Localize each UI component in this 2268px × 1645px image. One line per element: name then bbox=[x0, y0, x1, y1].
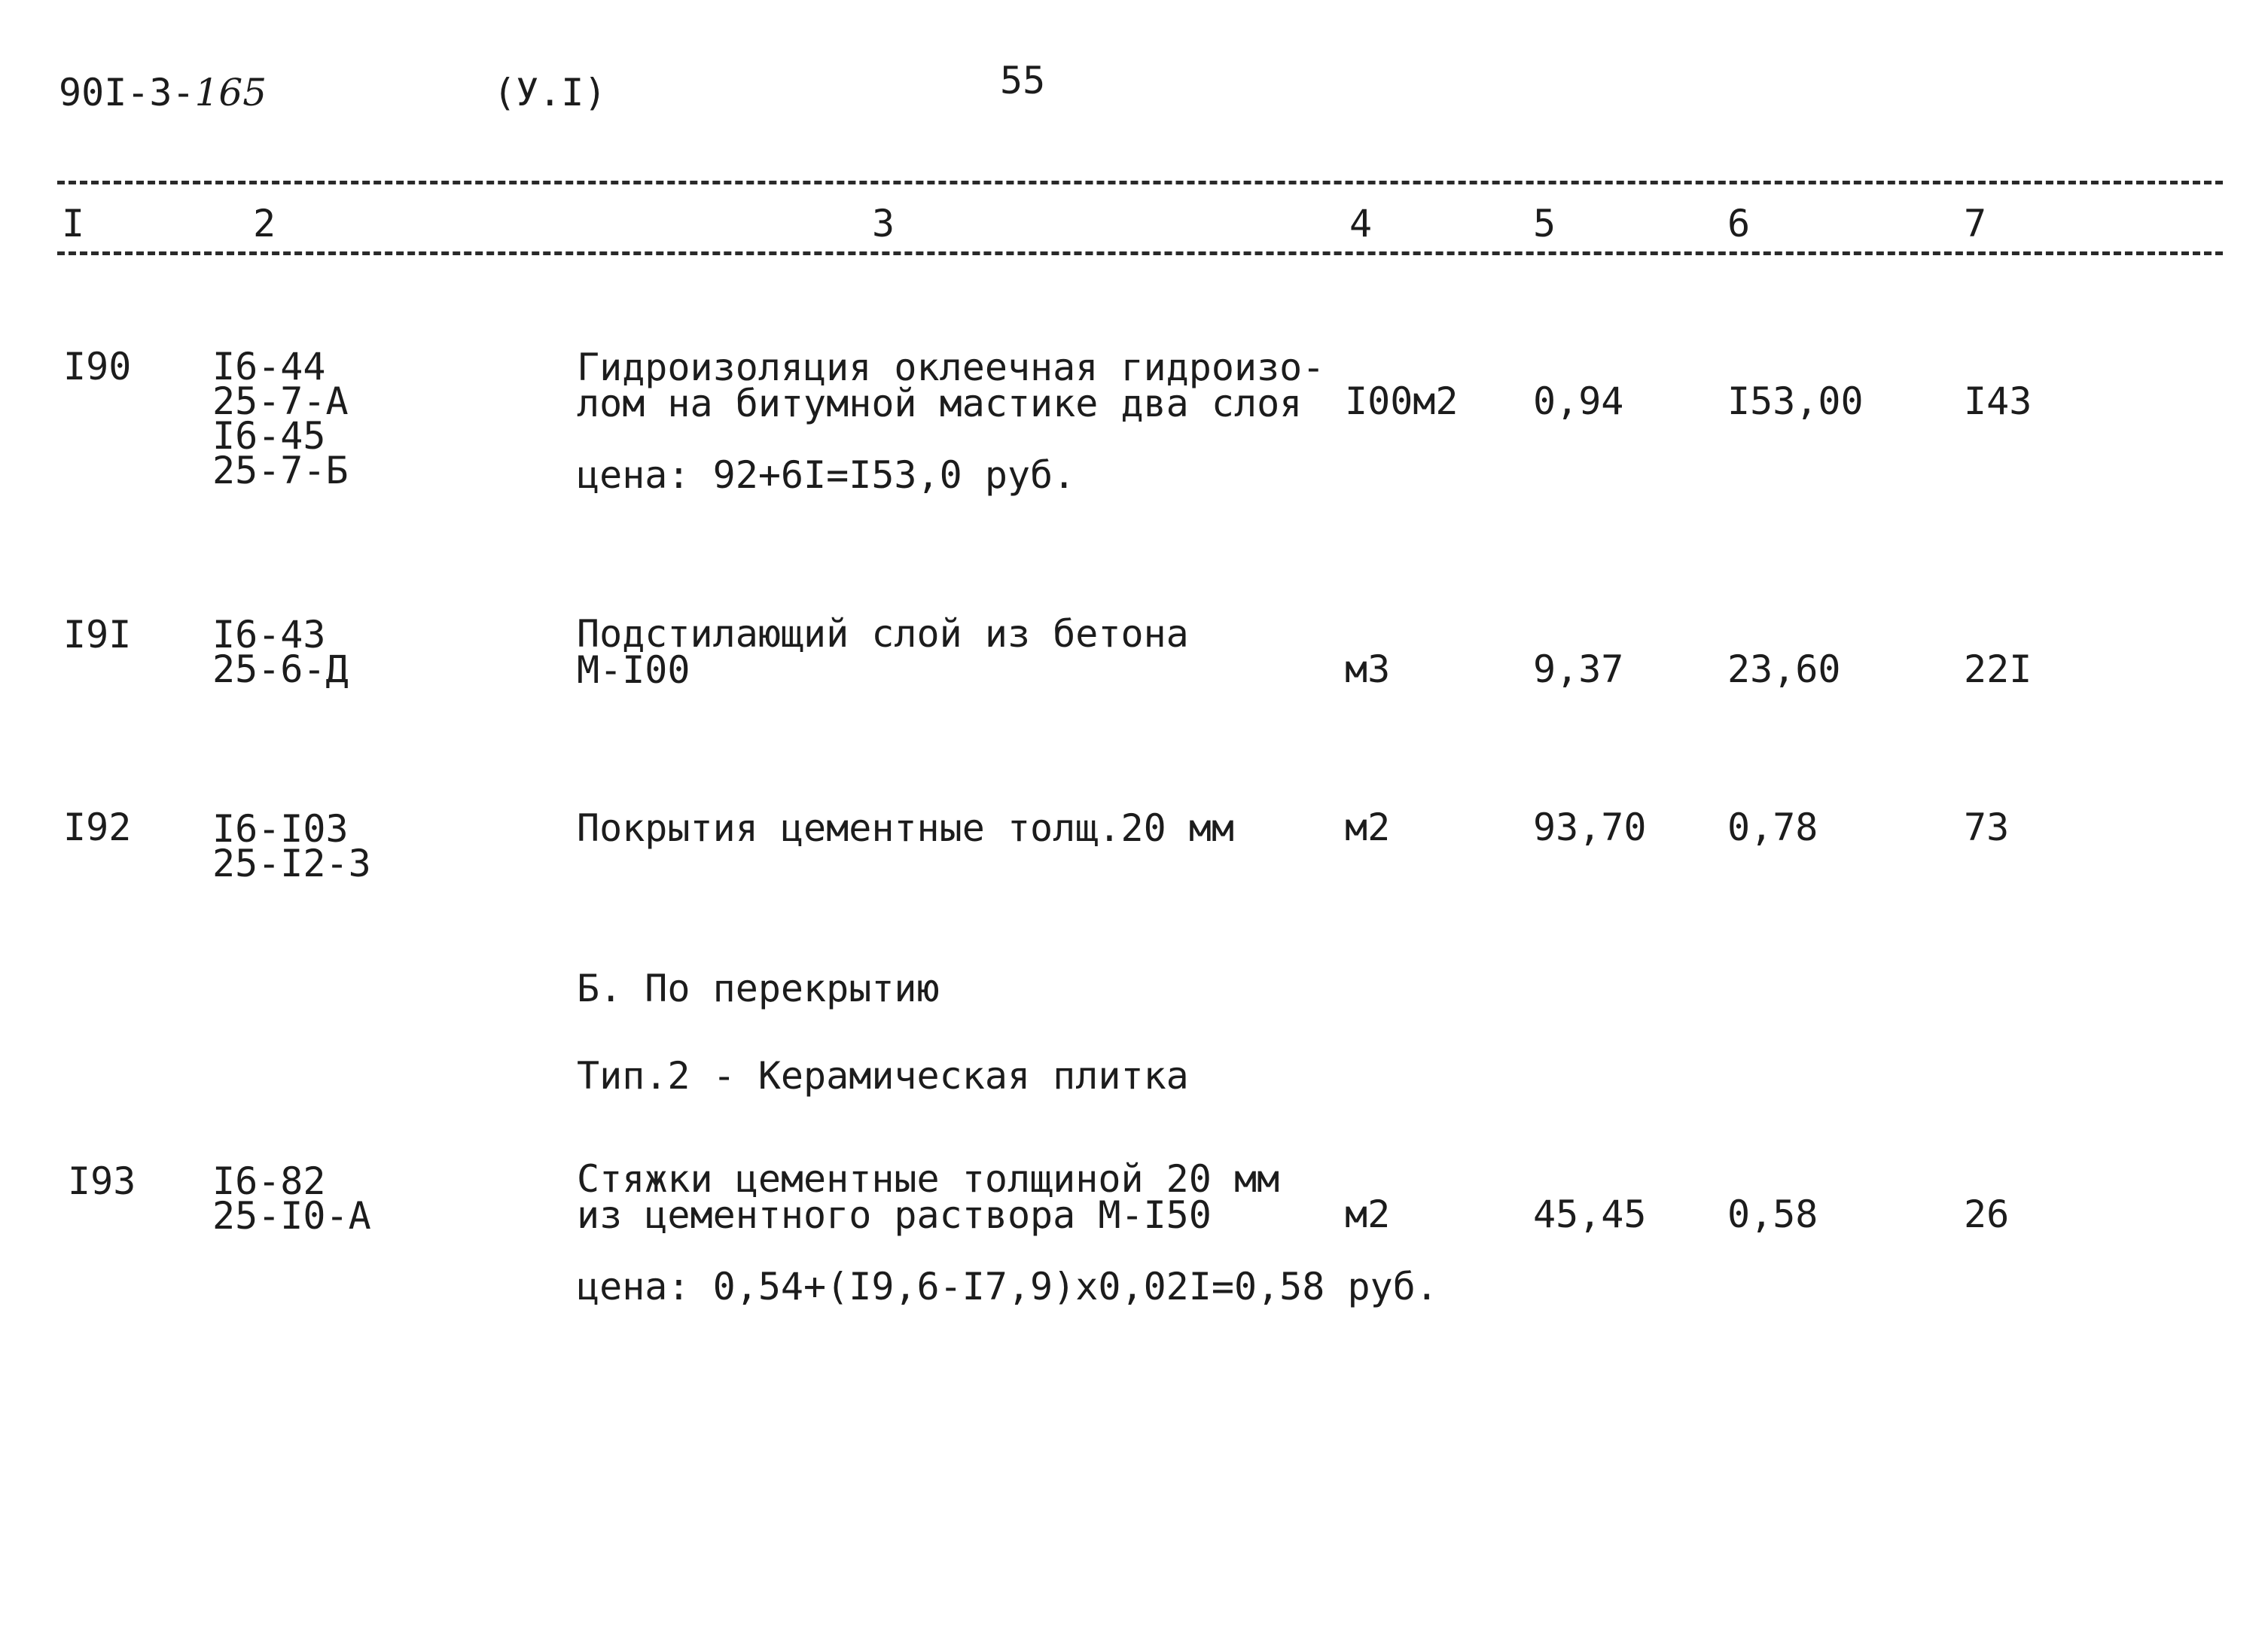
description-line: Подстилающий слой из бетона bbox=[577, 612, 1189, 656]
column-header-3: 3 bbox=[872, 202, 895, 245]
row-price: 0,58 bbox=[1727, 1193, 1818, 1236]
row-description bbox=[577, 346, 1325, 425]
doc-code bbox=[59, 71, 267, 114]
row-price-note: цена: 92+6I=I53,0 руб. bbox=[577, 453, 1076, 497]
row-number: I92 bbox=[63, 806, 132, 849]
column-header-5: 5 bbox=[1533, 202, 1556, 245]
row-number: I90 bbox=[63, 345, 132, 388]
row-quantity: 45,45 bbox=[1533, 1193, 1647, 1236]
code-line: I6-82 bbox=[212, 1159, 326, 1203]
row-unit: м3 bbox=[1345, 647, 1391, 691]
code-line: I6-45 bbox=[212, 414, 326, 458]
description-line: Гидроизоляция оклеечная гидроизо- bbox=[577, 346, 1325, 389]
volume-label: (У.I) bbox=[493, 71, 607, 114]
row-price-note: цена: 0,54+(I9,6-I7,9)x0,02I=0,58 руб. bbox=[577, 1265, 1438, 1308]
column-header-1: I bbox=[62, 202, 85, 245]
description-line: лом на битумной мастике два слоя bbox=[577, 382, 1303, 425]
description-line: Стяжки цементные толщиной 20 мм bbox=[577, 1157, 1280, 1201]
row-unit: м2 bbox=[1345, 1193, 1391, 1236]
column-header-2: 2 bbox=[253, 202, 276, 245]
row-codes bbox=[212, 1159, 371, 1238]
row-quantity: 0,94 bbox=[1533, 379, 1624, 423]
row-quantity: 93,70 bbox=[1533, 806, 1647, 849]
row-unit: I00м2 bbox=[1345, 379, 1459, 423]
row-description bbox=[577, 1157, 1280, 1237]
code-line: I6-43 bbox=[212, 613, 326, 656]
top-dashed-rule bbox=[57, 181, 2223, 184]
code-line: 25-I0-А bbox=[212, 1194, 371, 1238]
code-line: 25-I2-3 bbox=[212, 842, 371, 885]
column-header-7: 7 bbox=[1964, 202, 1987, 245]
description-line: из цементного раствора М-I50 bbox=[577, 1193, 1212, 1237]
row-price: 0,78 bbox=[1727, 806, 1818, 849]
row-unit: м2 bbox=[1345, 806, 1391, 849]
page-number: 55 bbox=[1000, 59, 1046, 102]
row-description bbox=[577, 612, 1189, 692]
row-total: 22I bbox=[1964, 647, 2032, 691]
row-description bbox=[577, 806, 1234, 850]
section-title: Б. По перекрытию bbox=[577, 967, 940, 1010]
row-total: 26 bbox=[1964, 1193, 2010, 1236]
header-dashed-rule bbox=[57, 251, 2223, 255]
row-number: I9I bbox=[63, 613, 132, 656]
row-price: 23,60 bbox=[1727, 647, 1841, 691]
row-total: I43 bbox=[1964, 379, 2032, 423]
row-codes bbox=[212, 613, 349, 691]
row-price: I53,00 bbox=[1727, 379, 1864, 423]
row-codes bbox=[212, 345, 349, 492]
column-header-4: 4 bbox=[1349, 202, 1373, 245]
row-quantity: 9,37 bbox=[1533, 647, 1624, 691]
code-line: 25-6-Д bbox=[212, 647, 349, 691]
column-header-6: 6 bbox=[1727, 202, 1751, 245]
row-number: I93 bbox=[68, 1159, 136, 1203]
row-codes bbox=[212, 807, 371, 885]
section-subtitle: Тип.2 - Керамическая плитка bbox=[577, 1054, 1189, 1098]
code-line: 25-7-А bbox=[212, 379, 349, 423]
doc-code-handwritten: 165 bbox=[194, 71, 267, 114]
code-line: I6-I03 bbox=[212, 807, 349, 851]
code-line: 25-7-Б bbox=[212, 449, 349, 492]
code-line: I6-44 bbox=[212, 345, 326, 388]
row-total: 73 bbox=[1964, 806, 2010, 849]
doc-code-prefix: 90I-3- bbox=[59, 71, 195, 114]
description-line: М-I00 bbox=[577, 648, 690, 692]
description-line: Покрытия цементные толщ.20 мм bbox=[577, 806, 1234, 850]
